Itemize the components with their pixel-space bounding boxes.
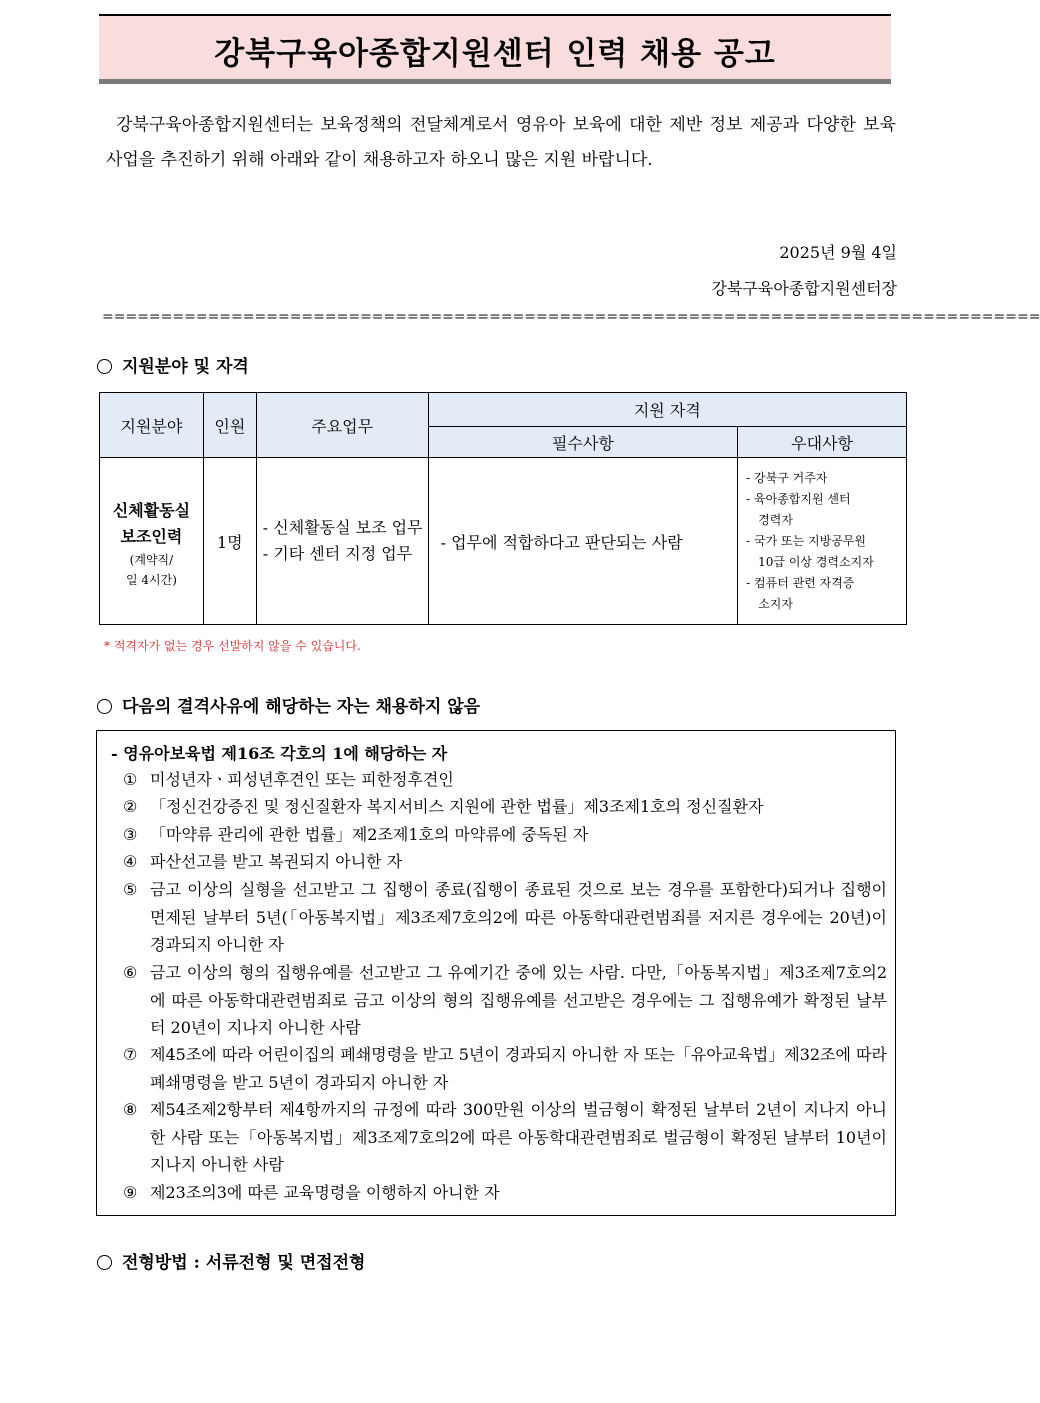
duty-item: - 기타 센터 지정 업무 xyxy=(262,544,413,563)
disqualification-item: ③ 「마약류 관리에 관한 법률」제2조제1호의 마약류에 중독된 자 xyxy=(123,825,589,844)
disqualification-item: ① 미성년자ㆍ피성년후견인 또는 피한정후견인 xyxy=(123,770,454,789)
notice-date: 2025년 9월 4일 xyxy=(779,243,897,262)
title-banner xyxy=(99,14,891,84)
cell-field xyxy=(100,458,204,625)
disqualification-item: ⑦ 제45조에 따라 어린이집의 폐쇄명령을 받고 5년이 경과되지 아니한 자 또는「유아교육법」제32조에 따라 폐쇄명령을 받고 5년이 경과되지 아니한 자 xyxy=(123,1045,887,1092)
page-title: 강북구육아종합지원센터 인력 채용 공고 xyxy=(214,36,776,72)
header-count: 인원 xyxy=(203,393,256,458)
section-heading-text: 전형방법 : 서류전형 및 면접전형 xyxy=(122,1253,366,1273)
field-subnote: (계약직/ 일 4시간) xyxy=(125,553,177,587)
section-heading-text: 다음의 결격사유에 해당하는 자는 채용하지 않음 xyxy=(122,697,481,717)
preferred-item: - 국가 또는 지방공무원 xyxy=(746,533,866,548)
disqualification-item: ⑥ 금고 이상의 형의 집행유예를 선고받고 그 유예기간 중에 있는 사람. 다만,「아동복지법」제3조제7호의2에 따른 아동학대관련범죄로 금고 이상의 형의 집행유예를 선고받은 경우에는 그 집행유예가 확정된 날부터 20년이 지나지 아니한 사람 xyxy=(123,963,887,1037)
notice-signer: 강북구육아종합지원센터장 xyxy=(711,279,897,298)
disqualification-item: ⑤ 금고 이상의 실형을 선고받고 그 집행이 종료(집행이 종료된 것으로 보는 경우를 포함한다)되거나 집행이 면제된 날부터 5년(「아동복지법」제3조제7호의2에 따른 아동학대관련범죄를 저지른 경우에는 20년)이 경과되지 아니한 자 xyxy=(123,880,887,954)
field-name: 신체활동실 보조인력 xyxy=(112,501,191,546)
header-preferred: 우대사항 xyxy=(738,427,907,458)
preferred-item: 소지자 xyxy=(758,596,793,611)
disqualification-item: ⑨ 제23조의3에 따른 교육명령을 이행하지 아니한 자 xyxy=(123,1183,500,1202)
disqualification-item: ④ 파산선고를 받고 복권되지 아니한 자 xyxy=(123,852,403,871)
section-heading-qualification xyxy=(95,352,249,377)
disqualification-box xyxy=(96,730,896,1216)
header-qualification: 지원 자격 xyxy=(428,393,906,427)
preferred-item: 경력자 xyxy=(758,512,793,527)
disqualification-item: ⑧ 제54조제2항부터 제4항까지의 규정에 따라 300만원 이상의 벌금형이 확정된 날부터 2년이 지나지 아니한 사람 또는「아동복지법」제3조제7호의2에 따른 아동학대관련범죄로 벌금형이 확정된 날부터 10년이 지나지 아니한 사람 xyxy=(123,1100,887,1174)
header-duty: 주요업무 xyxy=(256,393,428,458)
preferred-item: - 육아종합지원 센터 xyxy=(746,491,851,506)
qualification-table xyxy=(99,392,907,625)
header-required: 필수사항 xyxy=(428,427,738,458)
divider-line: ================================================================================ xyxy=(102,309,1040,325)
disqualification-item: ② 「정신건강증진 및 정신질환자 복지서비스 지원에 관한 법률」제3조제1호의 정신질환자 xyxy=(123,797,764,816)
section-heading-text: 지원분야 및 자격 xyxy=(122,357,249,377)
selection-note: * 적격자가 없는 경우 선발하지 않을 수 있습니다. xyxy=(104,639,361,653)
circle-bullet-icon xyxy=(97,1255,112,1270)
circle-bullet-icon xyxy=(97,699,112,714)
intro-paragraph xyxy=(106,108,896,178)
disqualification-header: - 영유아보육법 제16조 각호의 1에 해당하는 자 xyxy=(111,744,448,763)
cell-required: - 업무에 적합하다고 판단되는 사람 xyxy=(428,458,738,625)
cell-preferred xyxy=(738,458,907,625)
cell-duty xyxy=(256,458,428,625)
preferred-item: - 강북구 거주자 xyxy=(746,470,828,485)
section-heading-disqualification xyxy=(95,692,480,717)
section-heading-selection-method xyxy=(95,1248,365,1273)
circle-bullet-icon xyxy=(97,359,112,374)
duty-item: - 신체활동실 보조 업무 xyxy=(262,518,423,537)
preferred-item: 10급 이상 경력소지자 xyxy=(758,554,874,569)
cell-count: 1명 xyxy=(203,458,256,625)
header-field: 지원분야 xyxy=(100,393,204,458)
intro-text: 강북구육아종합지원센터는 보육정책의 전달체계로서 영유아 보육에 대한 제반 정보 제공과 다양한 보육 사업을 추진하기 위해 아래와 같이 채용하고자 하오니 많은 지원 바랍니다. xyxy=(106,115,896,170)
preferred-item: - 컴퓨터 관련 자격증 xyxy=(746,575,855,590)
